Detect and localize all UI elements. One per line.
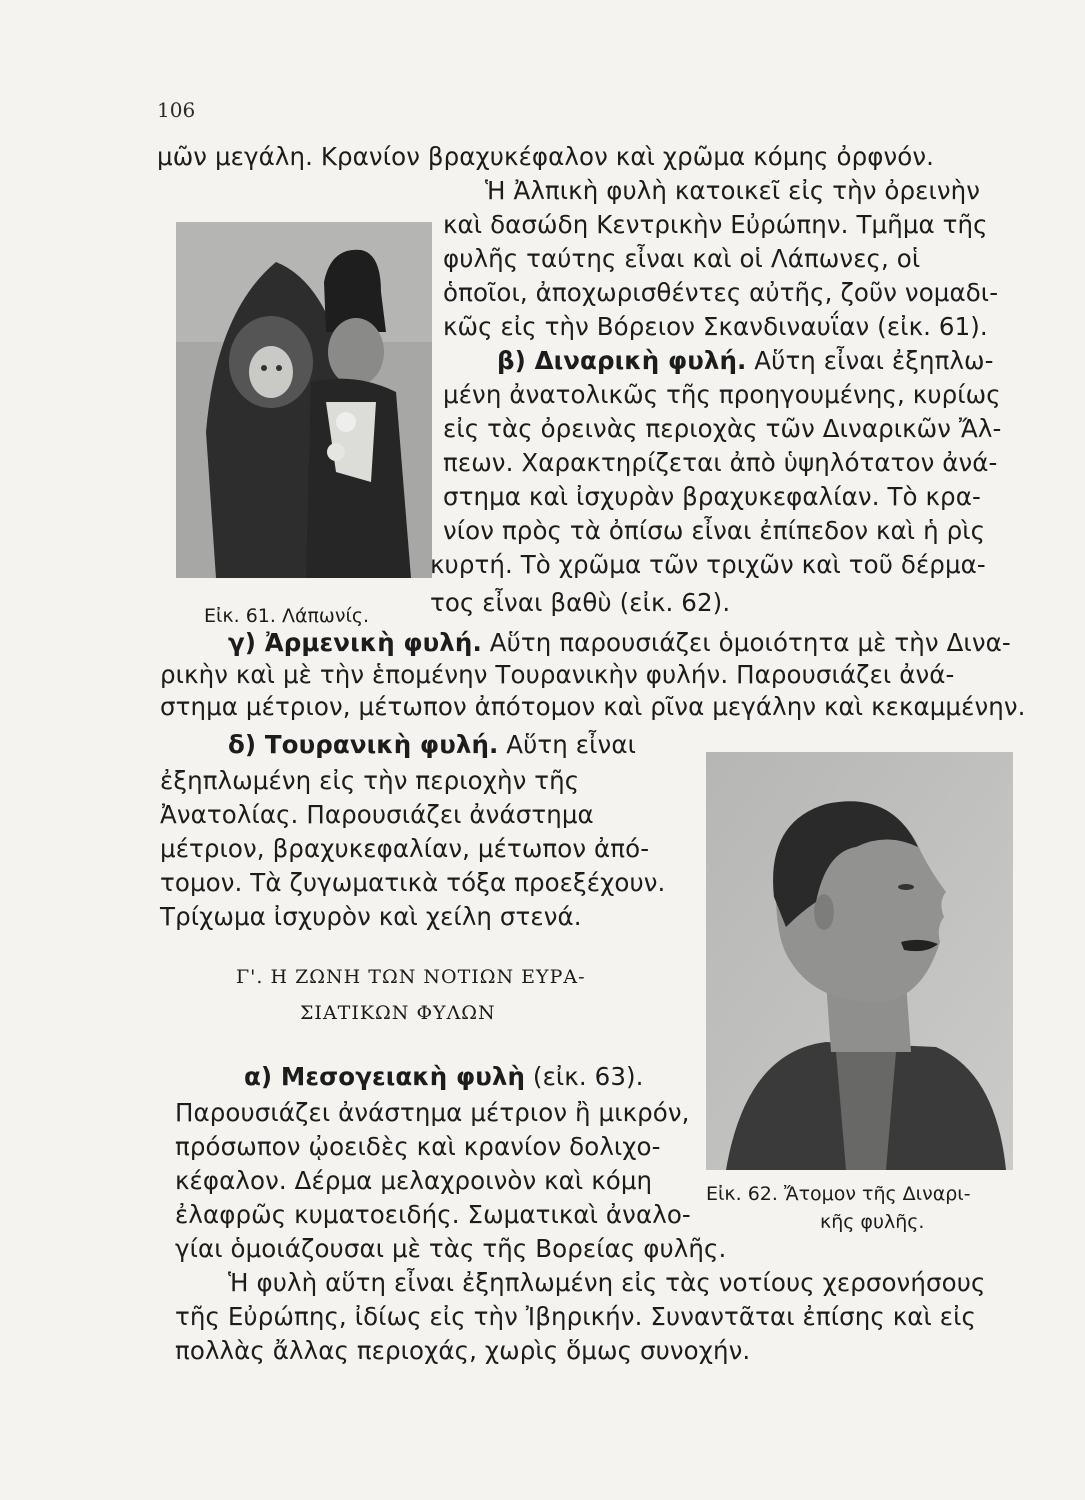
section-heading-line-2: ΣΙΑΤΙΚΩΝ ΦΥΛΩΝ — [300, 1002, 496, 1024]
text-line-29: γίαι ὁμοιάζουσαι μὲ τὰς τῆς Βορείας φυλῆς. — [175, 1234, 727, 1263]
text-line-23: Τρίχωμα ἰσχυρὸν καὶ χείλη στενά. — [160, 902, 582, 931]
text-line-19: ἐξηπλωμένη εἰς τὴν περιοχὴν τῆς — [160, 766, 580, 795]
text-line-3: καὶ δασώδη Κεντρικὴν Εὐρώπην. Τμῆμα τῆς — [443, 210, 988, 239]
text-line-24-rest: (εἰκ. 63). — [525, 1062, 644, 1091]
text-line-8: μένη ἀνατολικῶς τῆς προηγουμένης, κυρίως — [443, 380, 1001, 409]
text-line-26: πρόσωπον ᾠοειδὲς καὶ κρανίον δολιχο- — [175, 1132, 661, 1161]
text-line-15 — [228, 628, 1011, 658]
text-line-27: κέφαλον. Δέρμα μελαχροινὸν καὶ κόμη — [175, 1166, 653, 1195]
text-line-18 — [228, 730, 636, 760]
text-line-18-rest: Αὕτη εἶναι — [498, 730, 636, 759]
text-line-30: Ἡ φυλὴ αὕτη εἶναι ἐξηπλωμένη εἰς τὰς νοτίους χερσονήσους — [228, 1268, 986, 1297]
armenian-race-heading: γ) Ἀρμενικὴ φυλή. — [228, 628, 482, 657]
text-line-9: εἰς τὰς ὀρεινὰς περιοχὰς τῶν Διναρικῶν Ἄλ- — [443, 414, 1002, 443]
text-line-2: Ἡ Ἀλπικὴ φυλὴ κατοικεῖ εἰς τὴν ὀρεινὴν — [485, 176, 981, 205]
text-line-16: ρικὴν καὶ μὲ τὴν ἑπομένην Τουρανικὴν φυλήν. Παρουσιάζει ἀνά- — [160, 660, 955, 689]
text-line-6: κῶς εἰς τὴν Βόρειον Σκανδιναυΐαν (εἰκ. 61). — [443, 312, 988, 341]
text-line-28: ἐλαφρῶς κυματοειδής. Σωματικαὶ ἀναλο- — [175, 1200, 691, 1229]
figure-62-caption-line-2: κῆς φυλῆς. — [820, 1211, 925, 1233]
text-line-13: κυρτή. Τὸ χρῶμα τῶν τριχῶν καὶ τοῦ δέρμα- — [430, 550, 986, 579]
text-line-22: τομον. Τὰ ζυγωματικὰ τόξα προεξέχουν. — [160, 868, 666, 897]
page-number: 106 — [157, 98, 196, 122]
text-line-25: Παρουσιάζει ἀνάστημα μέτριον ἢ μικρόν, — [175, 1098, 690, 1127]
text-line-15-rest: Αὕτη παρουσιάζει ὁμοιότητα μὲ τὴν Δινα- — [481, 628, 1011, 657]
text-line-7 — [497, 346, 994, 376]
text-line-10: πεων. Χαρακτηρίζεται ἀπὸ ὑψηλότατον ἀνά- — [443, 448, 998, 477]
turanian-race-heading: δ) Τουρανικὴ φυλή. — [228, 730, 499, 759]
dinaric-man-photo — [706, 752, 1013, 1170]
figure-61-caption: Εἰκ. 61. Λάπωνίς. — [204, 605, 370, 627]
text-line-11: στημα καὶ ἰσχυρὰν βραχυκεφαλίαν. Τὸ κρα- — [443, 482, 981, 511]
dinaric-race-heading: β) Διναρικὴ φυλή. — [497, 346, 747, 375]
text-line-5: ὁποῖοι, ἀποχωρισθέντες αὐτῆς, ζοῦν νομαδι- — [443, 278, 999, 307]
lapp-woman-photo — [176, 222, 432, 578]
text-line-32: πολλὰς ἄλλας περιοχάς, χωρὶς ὅμως συνοχήν. — [175, 1336, 751, 1365]
text-line-20: Ἀνατολίας. Παρουσιάζει ἀνάστημα — [160, 800, 594, 829]
text-line-4: φυλῆς ταύτης εἶναι καὶ οἱ Λάπωνες, οἱ — [443, 244, 921, 273]
figure-62-caption-line-1: Εἰκ. 62. Ἄτομον τῆς Διναρι- — [706, 1183, 971, 1205]
text-line-1: μῶν μεγάλη. Κρανίον βραχυκέφαλον καὶ χρῶμα κόμης ὀρφνόν. — [157, 142, 935, 171]
text-line-24 — [244, 1062, 644, 1092]
text-line-7-rest: Αὕτη εἶναι ἐξηπλω- — [746, 346, 994, 375]
text-line-31: τῆς Εὐρώπης, ἰδίως εἰς τὴν Ἰβηρικήν. Συναντᾶται ἐπίσης καὶ εἰς — [175, 1302, 976, 1331]
text-line-12: νίον πρὸς τὰ ὀπίσω εἶναι ἐπίπεδον καὶ ἡ ρὶς — [443, 516, 986, 545]
section-heading-line-1: Γ'. Η ΖΩΝΗ ΤΩΝ ΝΟΤΙΩΝ ΕΥΡΑ- — [236, 966, 586, 988]
mediterranean-race-heading: α) Μεσογειακὴ φυλὴ — [244, 1062, 526, 1091]
text-line-17: στημα μέτριον, μέτωπον ἀπότομον καὶ ρῖνα μεγάλην καὶ κεκαμμένην. — [160, 692, 1026, 721]
text-line-14: τος εἶναι βαθὺ (εἰκ. 62). — [430, 588, 731, 617]
text-line-21: μέτριον, βραχυκεφαλίαν, μέτωπον ἀπό- — [160, 834, 650, 863]
